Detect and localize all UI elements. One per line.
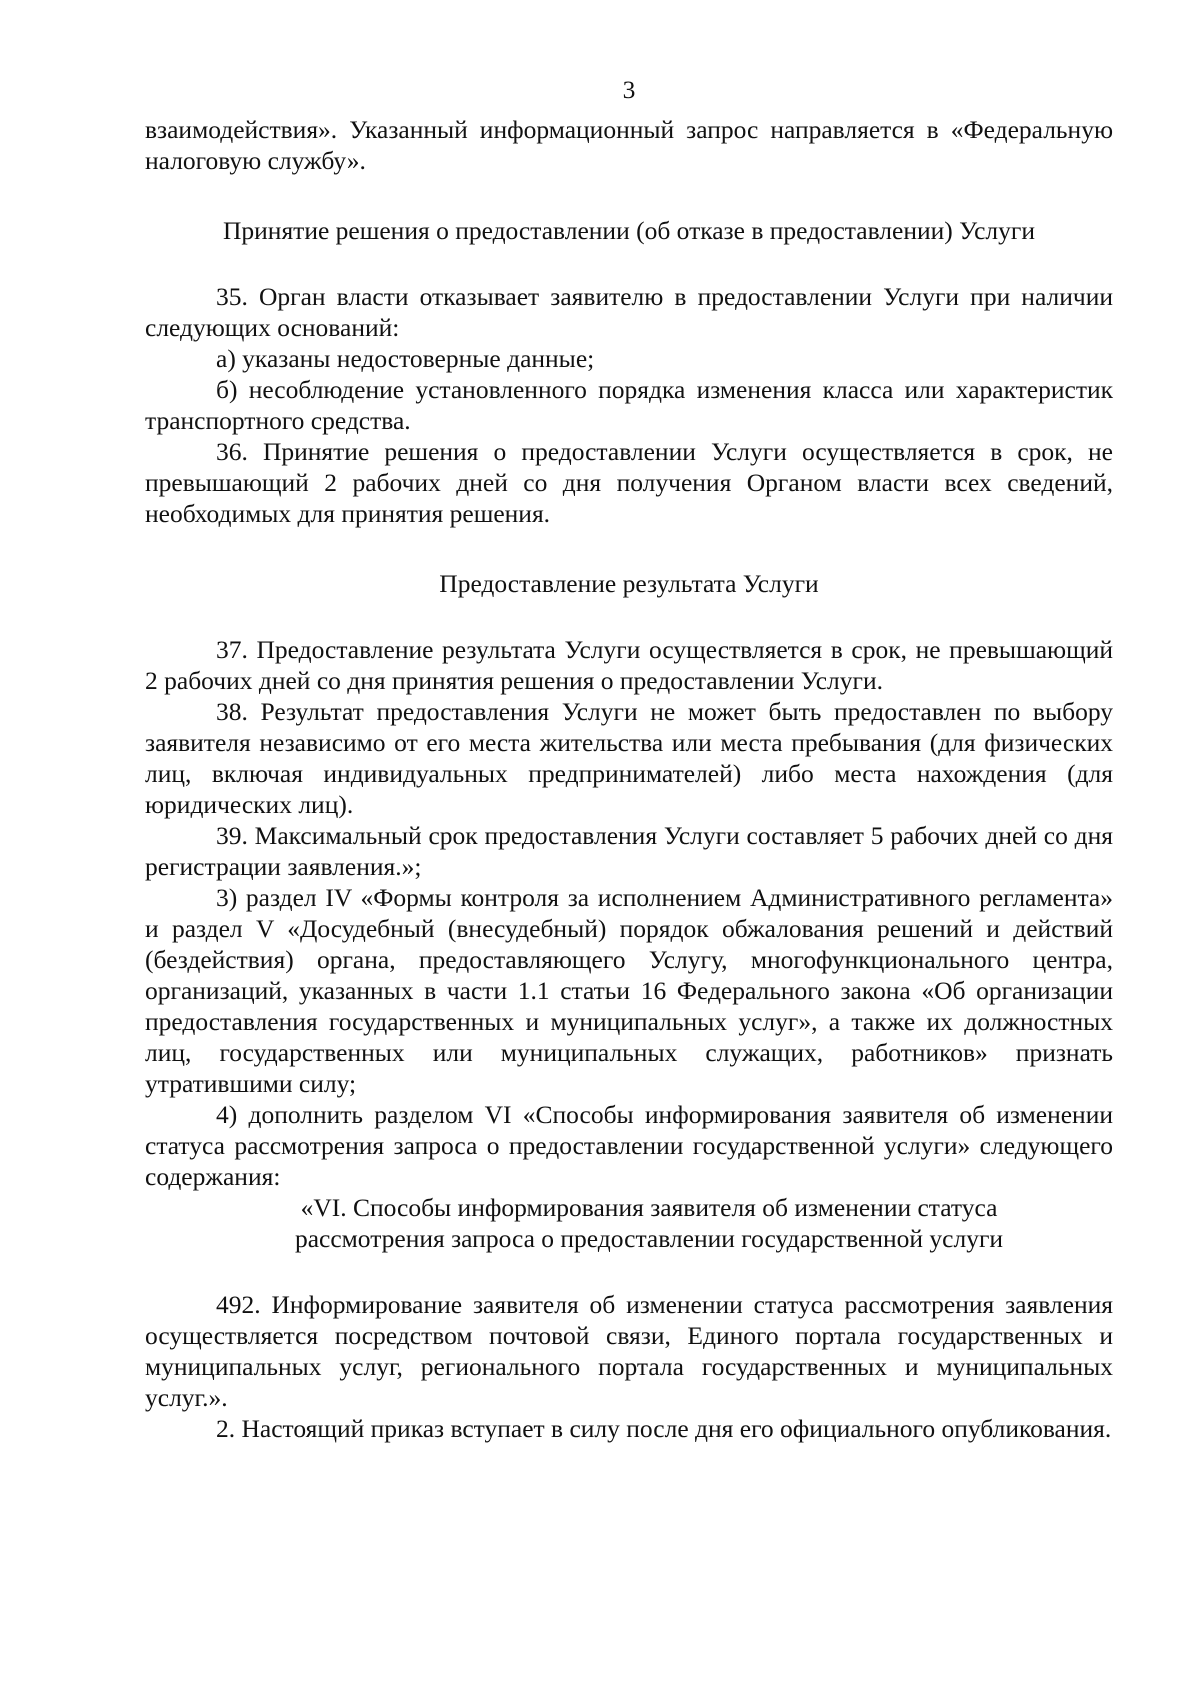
paragraph-36: 36. Принятие решения о предоставлении Услуги осуществляется в срок, не превышающий 2 рабочих дней со дня получения Органом власти всех сведений, необходимых для принятия решения. <box>145 437 1113 528</box>
document-body <box>145 114 1113 1444</box>
paragraph-37: 37. Предоставление результата Услуги осуществляется в срок, не превышающий 2 рабочих дней со дня принятия решения о предоставлении Услуги. <box>145 635 1113 695</box>
paragraph-39: 39. Максимальный срок предоставления Услуги составляет 5 рабочих дней со дня регистрации заявления.»; <box>145 821 1113 881</box>
paragraph-35a: а) указаны недостоверные данные; <box>216 344 595 373</box>
section-heading-result: Предоставление результата Услуги <box>439 569 819 598</box>
paragraph-35b: б) несоблюдение установленного порядка изменения класса или характеристик транспортного средства. <box>145 375 1113 435</box>
section-heading-decision: Принятие решения о предоставлении (об отказе в предоставлении) Услуги <box>222 216 1036 245</box>
paragraph-492: 492. Информирование заявителя об изменении статуса рассмотрения заявления осуществляется посредством почтовой связи, Единого портала государственных и муниципальных услуг, регионального портала государственных и муниципальных услуг.». <box>145 1290 1113 1412</box>
paragraph-38: 38. Результат предоставления Услуги не может быть предоставлен по выбору заявителя независимо от его места жительства или места пребывания (для физических лиц, включая индивидуальных предпринимателей) либо места нахождения (для юридических лиц). <box>145 697 1113 819</box>
paragraph-35: 35. Орган власти отказывает заявителю в предоставлении Услуги при наличии следующих оснований: <box>145 282 1113 342</box>
paragraph-intro: взаимодействия». Указанный информационный запрос направляется в «Федеральную налоговую службу». <box>145 115 1113 175</box>
paragraph-item-3: 3) раздел IV «Формы контроля за исполнением Административного регламента» и раздел V «Досудебный (внесудебный) порядок обжалования решений и действий (бездействия) органа, предоставляющего Услугу, многофункционального центра, организаций, указанных в части 1.1 статьи 16 Федерального закона «Об организации предоставления государственных и муниципальных услуг», а также их должностных лиц, государственных или муниципальных служащих, работников» признать утратившими силу; <box>145 883 1113 1098</box>
section-heading-vi-line2: рассмотрения запроса о предоставлении государственной услуги <box>294 1224 1004 1253</box>
page-number: 3 <box>622 75 636 104</box>
section-heading-vi-line1: «VI. Способы информирования заявителя об изменении статуса <box>300 1193 998 1222</box>
paragraph-order-2: 2. Настоящий приказ вступает в силу после дня его официального опубликования. <box>216 1414 1112 1443</box>
paragraph-item-4: 4) дополнить разделом VI «Способы информирования заявителя об изменении статуса рассмотрения запроса о предоставлении государственной услуги» следующего содержания: <box>145 1100 1113 1191</box>
section-heading-vi <box>145 1192 1113 1254</box>
